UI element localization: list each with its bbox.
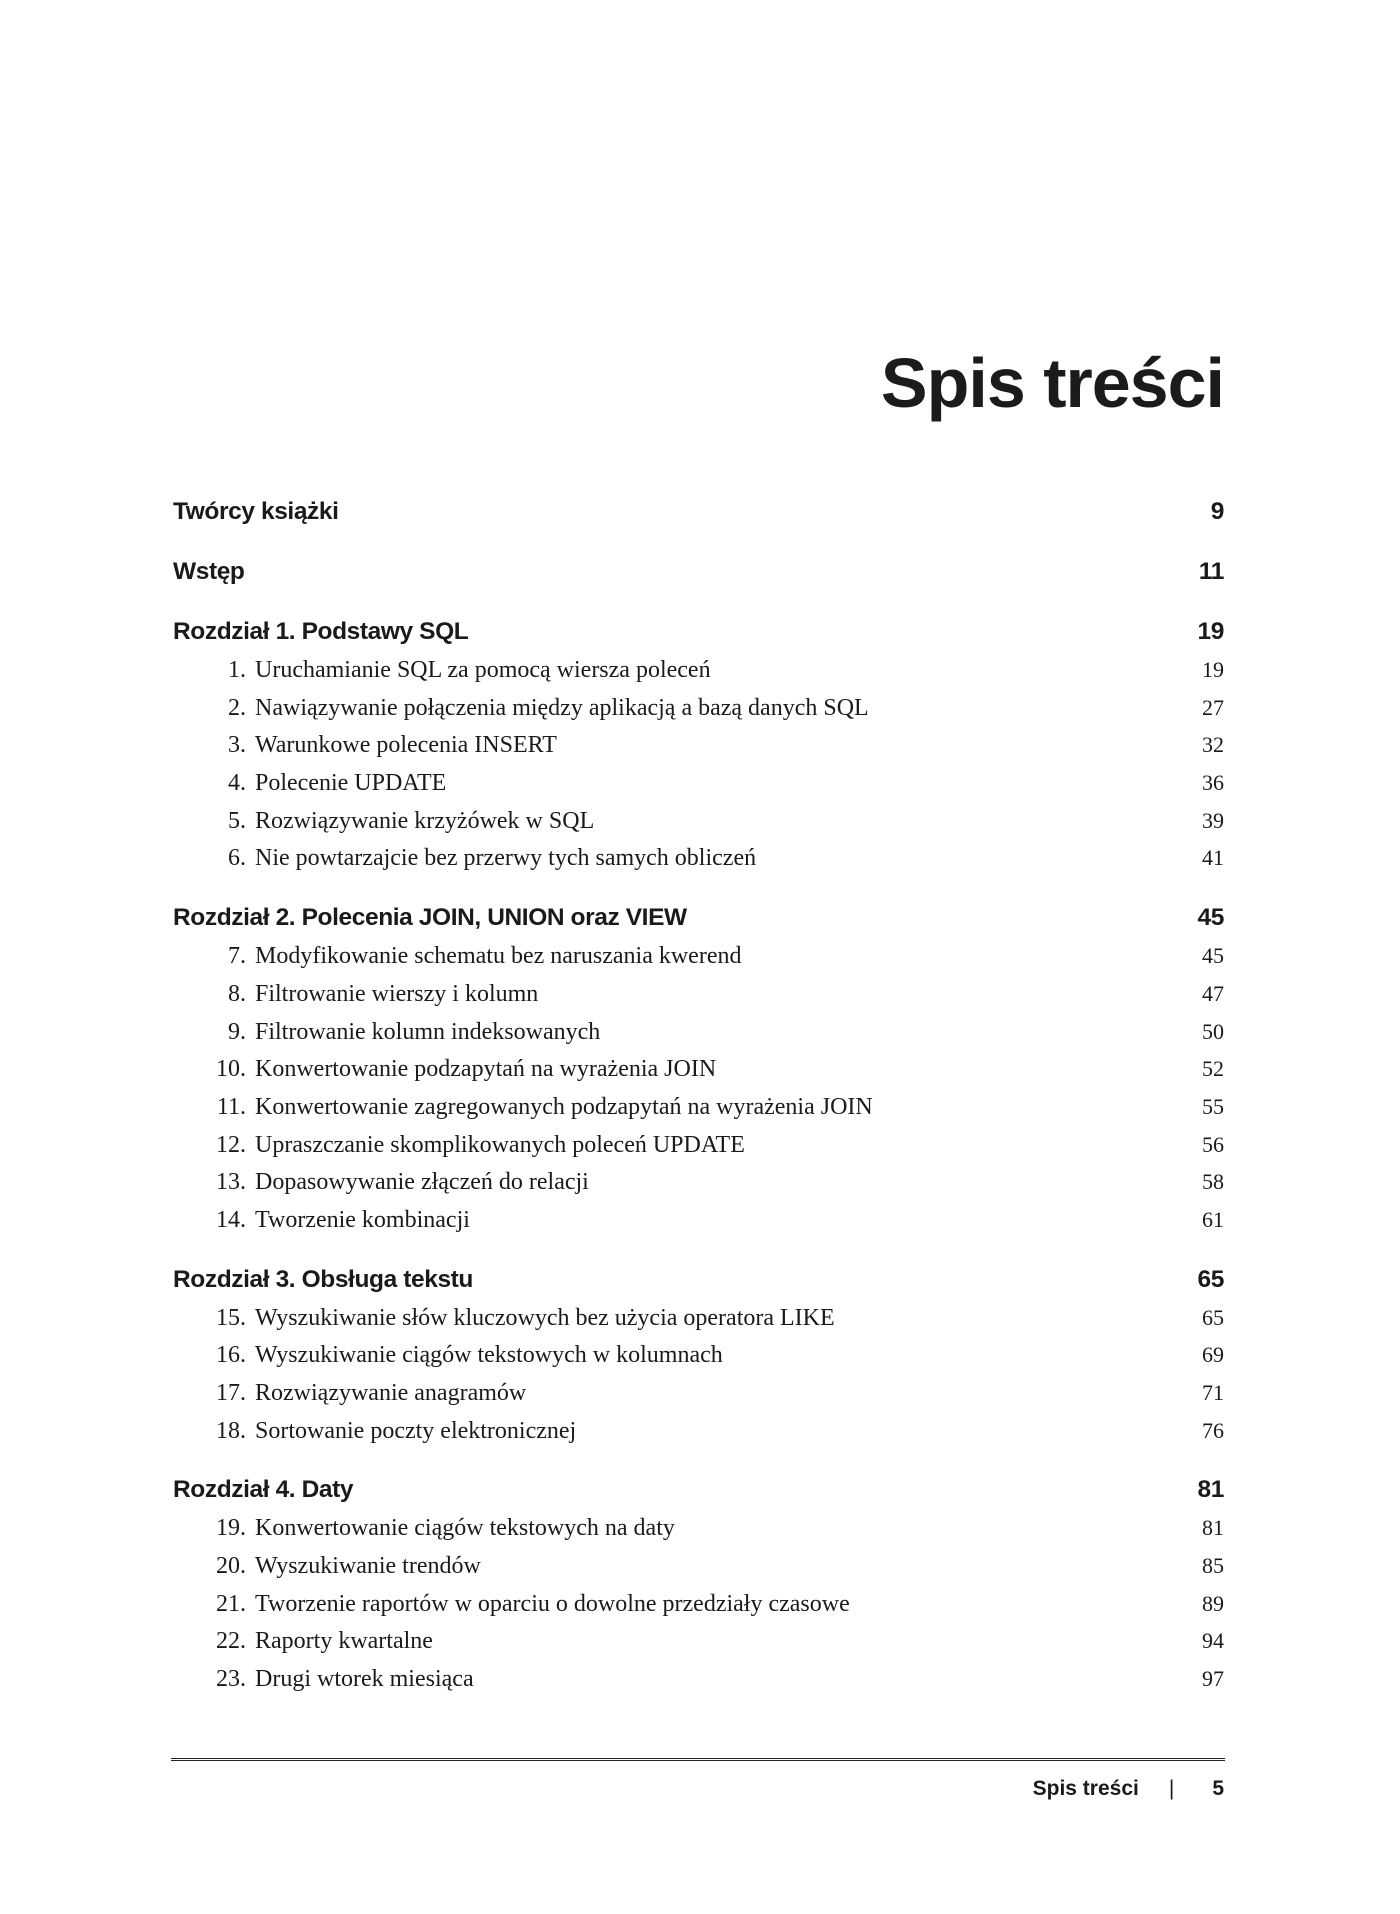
toc-item-entry[interactable] (173, 1622, 1224, 1660)
dot-leader (747, 945, 1199, 963)
toc-item-entry[interactable] (173, 802, 1224, 840)
toc-heading-page: 19 (1197, 618, 1224, 645)
toc-item-page: 94 (1202, 1628, 1224, 1654)
toc-heading-title: Rozdział 3. Obsługa tekstu (173, 1265, 473, 1293)
toc-item-number: 2. (228, 694, 246, 721)
toc-item-number: 7. (228, 943, 246, 970)
toc-heading-entry[interactable] (173, 1471, 1224, 1509)
page-footer (1033, 1777, 1224, 1801)
dot-leader (595, 1171, 1199, 1189)
toc-item-number: 15. (216, 1304, 246, 1331)
toc-item-number: 18. (216, 1417, 246, 1444)
toc-item-number: 4. (228, 770, 246, 797)
dot-leader (751, 1134, 1199, 1152)
toc-heading-page: 9 (1210, 498, 1224, 525)
toc-heading-title: Rozdział 4. Daty (173, 1476, 354, 1504)
toc-item-number: 13. (216, 1169, 246, 1196)
toc-item-number: 17. (216, 1380, 246, 1406)
toc-section (173, 1471, 1224, 1697)
footer-separator: | (1168, 1777, 1175, 1800)
toc-heading-title: Rozdział 2. Polecenia JOIN, UNION oraz VIEW (173, 904, 687, 932)
toc-item-entry[interactable] (173, 764, 1224, 802)
toc-item-title: Wyszukiwanie ciągów tekstowych w kolumnach (255, 1342, 723, 1369)
toc-item-entry[interactable] (173, 975, 1224, 1013)
dot-leader (487, 1555, 1199, 1573)
toc-item-entry[interactable] (173, 1126, 1224, 1164)
dot-leader (532, 1382, 1199, 1400)
toc-heading-page: 11 (1198, 558, 1224, 585)
toc-heading-title: Wstęp (173, 558, 245, 585)
toc-heading-page: 45 (1197, 904, 1224, 932)
toc-item-page: 81 (1202, 1515, 1224, 1541)
toc-heading-entry[interactable] (173, 493, 1224, 531)
toc-item-title: Polecenie UPDATE (255, 770, 447, 797)
dot-leader (856, 1593, 1199, 1611)
dot-leader (681, 1517, 1199, 1535)
toc-heading-page: 65 (1197, 1265, 1224, 1293)
toc-item-entry[interactable] (173, 1585, 1224, 1623)
toc-item-page: 27 (1202, 694, 1224, 720)
toc-item-entry[interactable] (173, 1374, 1224, 1412)
table-of-contents (173, 493, 1224, 1698)
toc-item-title: Nawiązywanie połączenia między aplikacją a bazą danych SQL (255, 694, 869, 721)
toc-item-page: 52 (1202, 1056, 1224, 1082)
dot-leader (875, 697, 1199, 715)
toc-section (173, 553, 1224, 591)
toc-item-page: 76 (1202, 1417, 1224, 1443)
toc-item-number: 8. (228, 980, 246, 1007)
toc-item-entry[interactable] (173, 1509, 1224, 1547)
toc-item-title: Rozwiązywanie anagramów (255, 1380, 527, 1406)
toc-item-entry[interactable] (173, 651, 1224, 689)
toc-item-title: Konwertowanie ciągów tekstowych na daty (255, 1515, 675, 1542)
dot-leader (251, 559, 1196, 579)
footer-page-number: 5 (1212, 1777, 1224, 1800)
toc-item-page: 69 (1202, 1342, 1224, 1368)
dot-leader (479, 1267, 1195, 1287)
toc-item-page: 47 (1202, 980, 1224, 1006)
toc-item-number: 11. (216, 1093, 246, 1120)
toc-heading-page: 81 (1197, 1476, 1224, 1504)
dot-leader (582, 1420, 1199, 1438)
toc-item-entry[interactable] (173, 1412, 1224, 1450)
toc-item-title: Upraszczanie skomplikowanych poleceń UPDATE (255, 1131, 745, 1158)
toc-item-number: 21. (216, 1590, 246, 1617)
toc-item-page: 85 (1202, 1553, 1224, 1579)
toc-item-title: Tworzenie raportów w oparciu o dowolne przedziały czasowe (255, 1590, 850, 1617)
toc-item-entry[interactable] (173, 1163, 1224, 1201)
dot-leader (544, 983, 1199, 1001)
toc-item-number: 14. (216, 1206, 246, 1233)
footer-section-title: Spis treści (1032, 1777, 1139, 1800)
toc-item-page: 41 (1202, 845, 1224, 871)
toc-item-title: Wyszukiwanie słów kluczowych bez użycia operatora LIKE (255, 1304, 835, 1331)
toc-item-page: 97 (1202, 1666, 1224, 1692)
toc-item-title: Filtrowanie wierszy i kolumn (255, 980, 539, 1007)
toc-item-entry[interactable] (173, 1660, 1224, 1698)
toc-item-number: 9. (228, 1018, 246, 1045)
toc-item-entry[interactable] (173, 689, 1224, 727)
toc-item-page: 61 (1202, 1206, 1224, 1232)
toc-item-entry[interactable] (173, 726, 1224, 764)
dot-leader (476, 1209, 1199, 1227)
toc-item-page: 71 (1202, 1380, 1224, 1405)
toc-item-title: Raporty kwartalne (255, 1628, 433, 1655)
toc-item-title: Modyfikowanie schematu bez naruszania kwerend (255, 943, 742, 970)
toc-item-page: 39 (1202, 807, 1224, 833)
toc-item-title: Konwertowanie zagregowanych podzapytań na wyrażenia JOIN (255, 1093, 873, 1120)
toc-item-page: 32 (1202, 732, 1224, 758)
toc-heading-title: Rozdział 1. Podstawy SQL (173, 618, 469, 645)
toc-item-page: 55 (1202, 1093, 1224, 1119)
toc-item-entry[interactable] (173, 1299, 1224, 1337)
dot-leader (439, 1630, 1199, 1648)
toc-heading-entry[interactable] (173, 553, 1224, 591)
toc-section (173, 613, 1224, 877)
dot-leader (474, 619, 1194, 639)
toc-item-title: Dopasowywanie złączeń do relacji (255, 1169, 589, 1196)
footer-divider (171, 1758, 1225, 1761)
toc-item-number: 20. (216, 1553, 246, 1580)
toc-heading-entry[interactable] (173, 613, 1224, 651)
toc-item-title: Nie powtarzajcie bez przerwy tych samych obliczeń (255, 845, 757, 872)
toc-item-entry[interactable] (173, 1050, 1224, 1088)
toc-item-page: 19 (1202, 657, 1224, 682)
toc-section (173, 493, 1224, 531)
toc-item-title: Warunkowe polecenia INSERT (255, 732, 557, 759)
toc-item-title: Rozwiązywanie krzyżówek w SQL (255, 807, 595, 834)
toc-item-title: Konwertowanie podzapytań na wyrażenia JOIN (255, 1056, 717, 1083)
toc-section (173, 1261, 1224, 1450)
toc-item-title: Uruchamianie SQL za pomocą wiersza poleceń (255, 657, 711, 683)
toc-item-entry[interactable] (173, 1547, 1224, 1585)
toc-heading-title: Twórcy książki (173, 498, 339, 525)
toc-item-number: 12. (216, 1131, 246, 1158)
toc-item-title: Drugi wtorek miesiąca (255, 1666, 474, 1693)
toc-item-number: 6. (228, 845, 246, 872)
toc-item-number: 19. (216, 1515, 246, 1542)
toc-item-entry[interactable] (173, 1336, 1224, 1374)
toc-item-page: 50 (1202, 1018, 1224, 1044)
dot-leader (722, 1058, 1199, 1076)
toc-item-number: 10. (216, 1056, 246, 1083)
toc-item-number: 16. (216, 1342, 246, 1369)
dot-leader (606, 1021, 1199, 1039)
toc-item-page: 65 (1202, 1304, 1224, 1330)
toc-item-title: Sortowanie poczty elektronicznej (255, 1417, 577, 1444)
toc-item-title: Wyszukiwanie trendów (255, 1553, 481, 1580)
toc-item-number: 23. (216, 1666, 246, 1693)
dot-leader (563, 734, 1199, 752)
toc-item-page: 89 (1202, 1590, 1224, 1616)
dot-leader (600, 810, 1199, 828)
toc-item-page: 45 (1202, 943, 1224, 969)
toc-heading-entry[interactable] (173, 899, 1224, 937)
toc-item-number: 22. (216, 1628, 246, 1655)
toc-item-title: Filtrowanie kolumn indeksowanych (255, 1018, 601, 1045)
dot-leader (717, 659, 1199, 677)
dot-leader (480, 1668, 1199, 1686)
toc-item-number: 3. (228, 732, 246, 759)
toc-item-page: 56 (1202, 1131, 1224, 1157)
toc-item-page: 58 (1202, 1169, 1224, 1195)
dot-leader (879, 1096, 1199, 1114)
toc-item-title: Tworzenie kombinacji (255, 1206, 470, 1233)
toc-item-entry[interactable] (173, 1201, 1224, 1239)
toc-item-entry[interactable] (173, 839, 1224, 877)
dot-leader (729, 1344, 1199, 1362)
toc-heading-entry[interactable] (173, 1261, 1224, 1299)
toc-item-entry[interactable] (173, 1013, 1224, 1051)
toc-item-entry[interactable] (173, 937, 1224, 975)
toc-item-entry[interactable] (173, 1088, 1224, 1126)
dot-leader (841, 1307, 1199, 1325)
toc-section (173, 899, 1224, 1239)
dot-leader (359, 1477, 1194, 1497)
toc-item-number: 1. (228, 657, 246, 683)
toc-item-number: 5. (228, 807, 246, 834)
dot-leader (345, 499, 1208, 519)
dot-leader (452, 772, 1199, 790)
page-title: Spis treści (880, 344, 1224, 422)
toc-item-page: 36 (1202, 770, 1224, 796)
dot-leader (693, 905, 1195, 925)
dot-leader (762, 847, 1199, 865)
